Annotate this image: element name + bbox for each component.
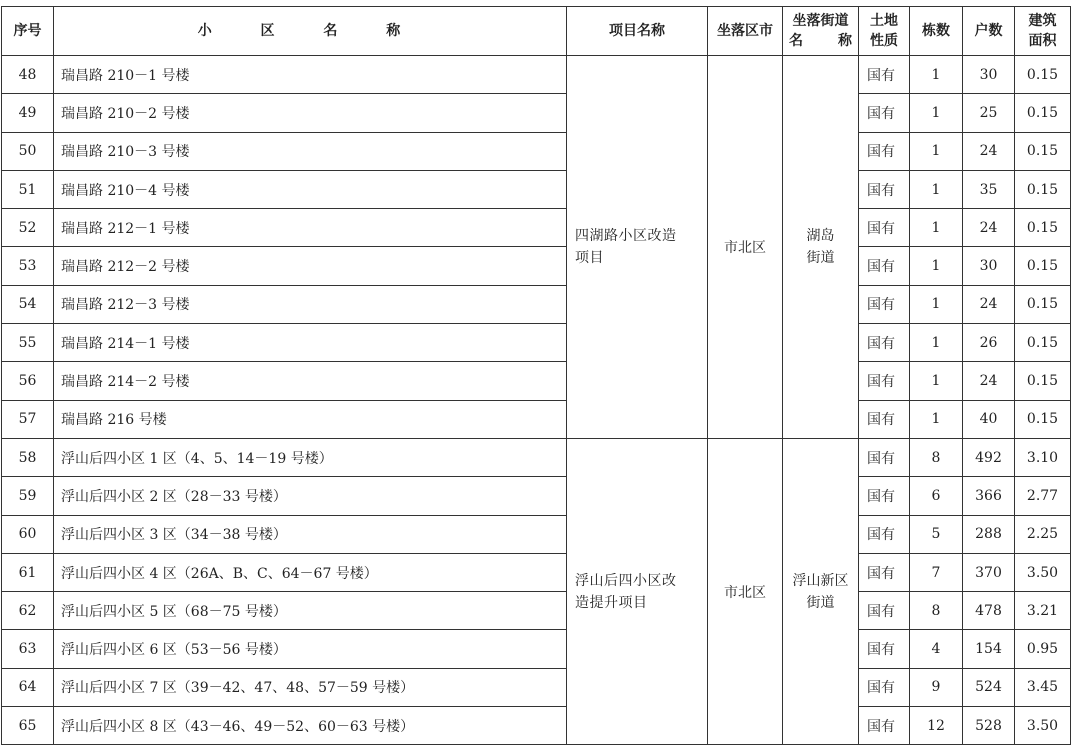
row-name: 瑞昌路 216 号楼 bbox=[54, 400, 567, 438]
row-buildings: 1 bbox=[910, 324, 963, 362]
row-area: 0.15 bbox=[1015, 362, 1071, 400]
row-area: 3.45 bbox=[1015, 668, 1071, 706]
group-project-line1: 浮山后四小区改 bbox=[575, 572, 677, 589]
row-land: 国有 bbox=[859, 553, 910, 591]
row-name: 瑞昌路 210－1 号楼 bbox=[54, 56, 567, 94]
row-no: 63 bbox=[2, 630, 54, 668]
row-buildings: 7 bbox=[910, 553, 963, 591]
row-name: 浮山后四小区 6 区（53－56 号楼） bbox=[54, 630, 567, 668]
row-buildings: 8 bbox=[910, 438, 963, 476]
row-no: 56 bbox=[2, 362, 54, 400]
header-street-line1: 坐落街道 bbox=[792, 13, 849, 29]
table-row bbox=[2, 170, 1071, 208]
row-buildings: 1 bbox=[910, 132, 963, 170]
row-no: 65 bbox=[2, 707, 54, 745]
row-name: 瑞昌路 212－3 号楼 bbox=[54, 285, 567, 323]
row-households: 154 bbox=[963, 630, 1015, 668]
row-land: 国有 bbox=[859, 56, 910, 94]
row-area: 0.15 bbox=[1015, 170, 1071, 208]
header-street-line2-b: 称 bbox=[838, 33, 852, 49]
table-row bbox=[2, 400, 1071, 438]
row-households: 35 bbox=[963, 170, 1015, 208]
table-row bbox=[2, 707, 1071, 745]
row-buildings: 1 bbox=[910, 209, 963, 247]
group-street-line2: 街道 bbox=[806, 249, 835, 266]
row-no: 51 bbox=[2, 170, 54, 208]
row-name: 瑞昌路 214－1 号楼 bbox=[54, 324, 567, 362]
row-buildings: 12 bbox=[910, 707, 963, 745]
row-land: 国有 bbox=[859, 707, 910, 745]
row-land: 国有 bbox=[859, 324, 910, 362]
header-households: 户数 bbox=[963, 7, 1015, 56]
table-row bbox=[2, 553, 1071, 591]
row-no: 55 bbox=[2, 324, 54, 362]
row-households: 26 bbox=[963, 324, 1015, 362]
row-area: 2.25 bbox=[1015, 515, 1071, 553]
row-land: 国有 bbox=[859, 438, 910, 476]
table-row bbox=[2, 56, 1071, 94]
row-name: 瑞昌路 210－3 号楼 bbox=[54, 132, 567, 170]
row-area: 3.50 bbox=[1015, 707, 1071, 745]
row-buildings: 6 bbox=[910, 477, 963, 515]
group-district: 市北区 bbox=[708, 56, 783, 439]
row-no: 48 bbox=[2, 56, 54, 94]
row-no: 64 bbox=[2, 668, 54, 706]
group-district: 市北区 bbox=[708, 438, 783, 744]
row-no: 62 bbox=[2, 592, 54, 630]
row-area: 0.95 bbox=[1015, 630, 1071, 668]
community-table bbox=[1, 6, 1071, 745]
table-row bbox=[2, 515, 1071, 553]
row-name: 浮山后四小区 4 区（26A、B、C、64－67 号楼） bbox=[54, 553, 567, 591]
table-row bbox=[2, 362, 1071, 400]
row-land: 国有 bbox=[859, 630, 910, 668]
header-street-line2-a: 名 bbox=[789, 33, 803, 49]
row-no: 60 bbox=[2, 515, 54, 553]
group-street bbox=[783, 56, 859, 439]
header-no: 序号 bbox=[2, 7, 54, 56]
row-area: 3.50 bbox=[1015, 553, 1071, 591]
group-project-line2: 造提升项目 bbox=[575, 594, 648, 611]
table-row bbox=[2, 247, 1071, 285]
row-no: 61 bbox=[2, 553, 54, 591]
table-row bbox=[2, 132, 1071, 170]
header-area bbox=[1015, 7, 1071, 56]
row-buildings: 1 bbox=[910, 247, 963, 285]
row-land: 国有 bbox=[859, 285, 910, 323]
row-name: 瑞昌路 210－4 号楼 bbox=[54, 170, 567, 208]
row-no: 52 bbox=[2, 209, 54, 247]
row-buildings: 1 bbox=[910, 170, 963, 208]
row-no: 50 bbox=[2, 132, 54, 170]
group-street-line1: 浮山新区 bbox=[792, 572, 849, 589]
row-households: 370 bbox=[963, 553, 1015, 591]
row-land: 国有 bbox=[859, 94, 910, 132]
row-households: 492 bbox=[963, 438, 1015, 476]
row-households: 24 bbox=[963, 362, 1015, 400]
row-area: 0.15 bbox=[1015, 209, 1071, 247]
header-district: 坐落区市 bbox=[708, 7, 783, 56]
row-no: 58 bbox=[2, 438, 54, 476]
row-buildings: 1 bbox=[910, 285, 963, 323]
row-households: 30 bbox=[963, 247, 1015, 285]
row-households: 524 bbox=[963, 668, 1015, 706]
table-row bbox=[2, 668, 1071, 706]
group-project-line1: 四湖路小区改造 bbox=[575, 227, 677, 244]
header-land bbox=[859, 7, 910, 56]
header-project: 项目名称 bbox=[567, 7, 708, 56]
row-households: 30 bbox=[963, 56, 1015, 94]
group-street-line1: 湖岛 bbox=[806, 227, 835, 244]
row-area: 3.21 bbox=[1015, 592, 1071, 630]
table-row bbox=[2, 630, 1071, 668]
row-buildings: 1 bbox=[910, 56, 963, 94]
row-buildings: 4 bbox=[910, 630, 963, 668]
table-row bbox=[2, 209, 1071, 247]
table-row bbox=[2, 438, 1071, 476]
row-name: 浮山后四小区 8 区（43－46、49－52、60－63 号楼） bbox=[54, 707, 567, 745]
row-name: 浮山后四小区 7 区（39－42、47、48、57－59 号楼） bbox=[54, 668, 567, 706]
row-buildings: 5 bbox=[910, 515, 963, 553]
row-no: 54 bbox=[2, 285, 54, 323]
row-name: 浮山后四小区 5 区（68－75 号楼） bbox=[54, 592, 567, 630]
row-no: 57 bbox=[2, 400, 54, 438]
row-households: 24 bbox=[963, 132, 1015, 170]
header-buildings: 栋数 bbox=[910, 7, 963, 56]
header-land-line2: 性质 bbox=[870, 33, 898, 49]
group-project-line2: 项目 bbox=[575, 249, 604, 266]
row-name: 瑞昌路 210－2 号楼 bbox=[54, 94, 567, 132]
row-area: 0.15 bbox=[1015, 56, 1071, 94]
row-households: 288 bbox=[963, 515, 1015, 553]
row-buildings: 1 bbox=[910, 362, 963, 400]
row-name: 瑞昌路 212－2 号楼 bbox=[54, 247, 567, 285]
row-land: 国有 bbox=[859, 477, 910, 515]
table-row bbox=[2, 324, 1071, 362]
row-no: 49 bbox=[2, 94, 54, 132]
header-street bbox=[783, 7, 859, 56]
group-project bbox=[567, 438, 708, 744]
row-land: 国有 bbox=[859, 247, 910, 285]
row-buildings: 1 bbox=[910, 94, 963, 132]
group-street bbox=[783, 438, 859, 744]
row-name: 浮山后四小区 1 区（4、5、14－19 号楼） bbox=[54, 438, 567, 476]
row-area: 0.15 bbox=[1015, 285, 1071, 323]
row-land: 国有 bbox=[859, 668, 910, 706]
row-land: 国有 bbox=[859, 209, 910, 247]
table-row bbox=[2, 94, 1071, 132]
row-area: 2.77 bbox=[1015, 477, 1071, 515]
row-households: 528 bbox=[963, 707, 1015, 745]
table-row bbox=[2, 592, 1071, 630]
row-land: 国有 bbox=[859, 515, 910, 553]
row-land: 国有 bbox=[859, 362, 910, 400]
header-street-line2 bbox=[783, 31, 858, 51]
row-land: 国有 bbox=[859, 400, 910, 438]
table-row bbox=[2, 285, 1071, 323]
group-street-line2: 街道 bbox=[806, 594, 835, 611]
row-land: 国有 bbox=[859, 170, 910, 208]
row-buildings: 8 bbox=[910, 592, 963, 630]
header-area-line2: 面积 bbox=[1028, 33, 1057, 49]
row-households: 478 bbox=[963, 592, 1015, 630]
row-name: 瑞昌路 212－1 号楼 bbox=[54, 209, 567, 247]
row-name: 瑞昌路 214－2 号楼 bbox=[54, 362, 567, 400]
header-area-line1: 建筑 bbox=[1028, 13, 1057, 29]
row-buildings: 9 bbox=[910, 668, 963, 706]
row-households: 24 bbox=[963, 285, 1015, 323]
row-area: 0.15 bbox=[1015, 324, 1071, 362]
row-area: 0.15 bbox=[1015, 94, 1071, 132]
row-name: 浮山后四小区 2 区（28－33 号楼） bbox=[54, 477, 567, 515]
row-land: 国有 bbox=[859, 592, 910, 630]
row-no: 59 bbox=[2, 477, 54, 515]
table-row bbox=[2, 477, 1071, 515]
header-row bbox=[2, 7, 1071, 56]
group-project bbox=[567, 56, 708, 439]
header-name: 小 区 名 称 bbox=[54, 7, 567, 56]
row-households: 24 bbox=[963, 209, 1015, 247]
row-no: 53 bbox=[2, 247, 54, 285]
row-area: 0.15 bbox=[1015, 247, 1071, 285]
row-households: 366 bbox=[963, 477, 1015, 515]
row-area: 0.15 bbox=[1015, 400, 1071, 438]
row-name: 浮山后四小区 3 区（34－38 号楼） bbox=[54, 515, 567, 553]
row-area: 0.15 bbox=[1015, 132, 1071, 170]
row-households: 40 bbox=[963, 400, 1015, 438]
row-households: 25 bbox=[963, 94, 1015, 132]
header-land-line1: 土地 bbox=[870, 13, 898, 29]
row-area: 3.10 bbox=[1015, 438, 1071, 476]
row-buildings: 1 bbox=[910, 400, 963, 438]
row-land: 国有 bbox=[859, 132, 910, 170]
